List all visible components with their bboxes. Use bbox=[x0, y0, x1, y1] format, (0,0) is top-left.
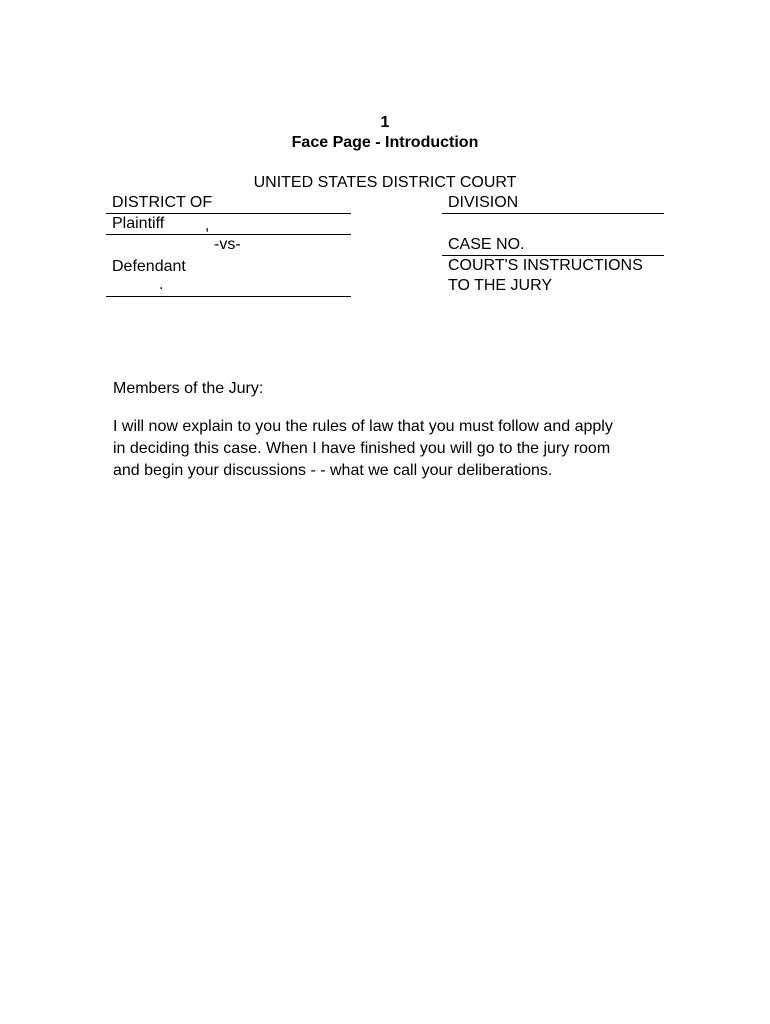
court-name: UNITED STATES DISTRICT COURT bbox=[253, 174, 517, 191]
district-label: DISTRICT OF bbox=[112, 194, 213, 211]
page-title: Face Page - Introduction bbox=[291, 134, 479, 151]
plaintiff-underline bbox=[106, 234, 351, 235]
paragraph-line: in deciding this case. When I have finished you will go to the jury room bbox=[113, 440, 611, 457]
instructions-title-line2: TO THE JURY bbox=[448, 277, 553, 294]
case-no-label: CASE NO. bbox=[448, 236, 525, 253]
district-underline bbox=[106, 213, 351, 214]
plaintiff-label: Plaintiff bbox=[112, 215, 165, 232]
case-no-underline bbox=[442, 255, 664, 256]
paragraph-line: I will now explain to you the rules of law that you must follow and apply bbox=[113, 418, 613, 435]
instructions-title-line1: COURT'S INSTRUCTIONS bbox=[448, 257, 643, 274]
paragraph-line: and begin your discussions - - what we call your deliberations. bbox=[113, 462, 553, 479]
page-number: 1 bbox=[380, 114, 390, 131]
division-underline bbox=[442, 213, 664, 214]
plaintiff-comma: , bbox=[205, 217, 210, 234]
defendant-period: . bbox=[159, 276, 164, 293]
defendant-underline bbox=[106, 296, 351, 297]
versus-text: -vs- bbox=[214, 236, 241, 253]
salutation: Members of the Jury: bbox=[113, 380, 264, 397]
defendant-label: Defendant bbox=[112, 258, 186, 275]
division-label: DIVISION bbox=[448, 194, 519, 211]
